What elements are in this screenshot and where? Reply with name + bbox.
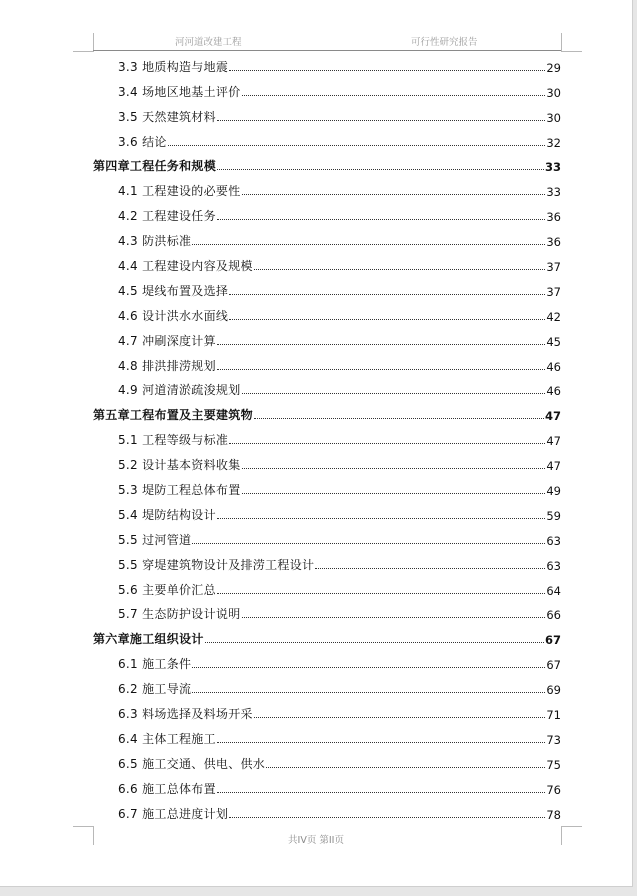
toc-entry-label: 6.3 料场选择及料场开采 [118, 707, 253, 722]
toc-entry-label: 6.2 施工导流 [118, 682, 192, 697]
toc-dot-leader [217, 742, 545, 743]
toc-dot-leader [192, 692, 545, 693]
toc-dot-leader [229, 294, 545, 295]
toc-dot-leader [242, 393, 546, 394]
toc-entry-label: 第五章工程布置及主要建筑物 [93, 408, 253, 423]
toc-section-entry[interactable] [93, 102, 561, 127]
toc-dot-leader [242, 617, 546, 618]
toc-dot-leader [192, 543, 545, 544]
toc-section-entry[interactable] [93, 550, 561, 575]
table-of-contents [93, 52, 561, 824]
toc-entry-label: 第六章施工组织设计 [93, 632, 204, 647]
toc-page-number: 59 [546, 508, 561, 523]
toc-section-entry[interactable] [93, 77, 561, 102]
toc-dot-leader [217, 792, 545, 793]
toc-dot-leader [217, 593, 545, 594]
page-header [93, 36, 561, 51]
toc-entry-label: 5.6 主要单价汇总 [118, 582, 216, 597]
toc-section-entry[interactable] [93, 376, 561, 401]
crop-mark-top-right [561, 33, 582, 52]
toc-section-entry[interactable] [93, 326, 561, 351]
toc-chapter-entry[interactable] [93, 152, 561, 177]
toc-section-entry[interactable] [93, 176, 561, 201]
toc-dot-leader [217, 219, 545, 220]
toc-dot-leader [229, 319, 545, 320]
toc-page-number: 66 [546, 608, 561, 623]
toc-section-entry[interactable] [93, 674, 561, 699]
toc-entry-label: 4.1 工程建设的必要性 [118, 184, 241, 199]
toc-section-entry[interactable] [93, 226, 561, 251]
toc-section-entry[interactable] [93, 301, 561, 326]
toc-entry-label: 4.6 设计洪水水面线 [118, 308, 229, 323]
toc-dot-leader [242, 493, 546, 494]
toc-chapter-entry[interactable] [93, 400, 561, 425]
toc-dot-leader [217, 120, 545, 121]
toc-section-entry[interactable] [93, 649, 561, 674]
toc-page-number: 47 [546, 459, 561, 474]
toc-section-entry[interactable] [93, 600, 561, 625]
toc-dot-leader [168, 145, 546, 146]
toc-section-entry[interactable] [93, 500, 561, 525]
toc-section-entry[interactable] [93, 475, 561, 500]
header-project-title: 河河道改建工程 [175, 37, 242, 48]
toc-entry-label: 4.8 排洪排涝规划 [118, 358, 216, 373]
crop-mark-top-left [73, 33, 94, 52]
toc-chapter-entry[interactable] [93, 624, 561, 649]
toc-dot-leader [242, 194, 546, 195]
toc-page-number: 46 [546, 384, 561, 399]
toc-entry-label: 5.3 堤防工程总体布置 [118, 483, 241, 498]
toc-section-entry[interactable] [93, 799, 561, 824]
toc-dot-leader [217, 344, 545, 345]
toc-section-entry[interactable] [93, 724, 561, 749]
toc-section-entry[interactable] [93, 127, 561, 152]
toc-entry-label: 4.5 堤线布置及选择 [118, 283, 229, 298]
toc-dot-leader [254, 418, 544, 419]
toc-entry-label: 6.7 施工总进度计划 [118, 806, 229, 821]
toc-dot-leader [205, 642, 544, 643]
toc-entry-label: 4.3 防洪标准 [118, 234, 192, 249]
toc-entry-label: 5.2 设计基本资料收集 [118, 458, 241, 473]
toc-section-entry[interactable] [93, 276, 561, 301]
toc-page-number: 69 [546, 683, 561, 698]
toc-section-entry[interactable] [93, 201, 561, 226]
toc-section-entry[interactable] [93, 251, 561, 276]
toc-dot-leader [229, 70, 545, 71]
toc-page-number: 67 [546, 658, 561, 673]
toc-page-number: 32 [546, 135, 561, 150]
header-report-title: 可行性研究报告 [411, 37, 478, 48]
toc-dot-leader [254, 717, 546, 718]
toc-page-number: 71 [546, 708, 561, 723]
toc-page-number: 45 [546, 334, 561, 349]
page-footer: 共IV页 第II页 [288, 835, 344, 846]
toc-page-number: 37 [546, 260, 561, 275]
toc-section-entry[interactable] [93, 450, 561, 475]
toc-page-number: 73 [546, 732, 561, 747]
toc-page-number: 47 [544, 409, 561, 424]
toc-entry-label: 5.5 穿堤建筑物设计及排涝工程设计 [118, 557, 315, 572]
toc-dot-leader [242, 95, 546, 96]
toc-entry-label: 5.7 生态防护设计说明 [118, 607, 241, 622]
toc-page-number: 75 [546, 757, 561, 772]
toc-dot-leader [217, 169, 544, 170]
toc-page-number: 30 [546, 85, 561, 100]
toc-page-number: 29 [546, 60, 561, 75]
toc-entry-label: 4.7 冲刷深度计算 [118, 333, 216, 348]
toc-page-number: 63 [546, 558, 561, 573]
toc-entry-label: 3.6 结论 [118, 134, 167, 149]
toc-entry-label: 4.4 工程建设内容及规模 [118, 259, 253, 274]
toc-page-number: 36 [546, 235, 561, 250]
toc-section-entry[interactable] [93, 749, 561, 774]
toc-entry-label: 6.5 施工交通、供电、供水 [118, 756, 266, 771]
toc-page-number: 42 [546, 309, 561, 324]
toc-dot-leader [315, 568, 545, 569]
toc-entry-label: 3.4 场地区地基土评价 [118, 84, 241, 99]
toc-entry-label: 4.9 河道清淤疏浚规划 [118, 383, 241, 398]
toc-entry-label: 5.4 堤防结构设计 [118, 507, 216, 522]
toc-section-entry[interactable] [93, 575, 561, 600]
toc-page-number: 78 [546, 807, 561, 822]
toc-page-number: 37 [546, 284, 561, 299]
toc-entry-label: 6.1 施工条件 [118, 657, 192, 672]
toc-dot-leader [217, 518, 545, 519]
toc-page-number: 67 [544, 633, 561, 648]
toc-entry-label: 5.5 过河管道 [118, 532, 192, 547]
toc-section-entry[interactable] [93, 351, 561, 376]
toc-page-number: 36 [546, 210, 561, 225]
toc-entry-label: 5.1 工程等级与标准 [118, 433, 229, 448]
toc-section-entry[interactable] [93, 52, 561, 77]
toc-dot-leader [229, 817, 545, 818]
toc-page-number: 46 [546, 359, 561, 374]
toc-section-entry[interactable] [93, 699, 561, 724]
toc-section-entry[interactable] [93, 774, 561, 799]
toc-dot-leader [229, 443, 545, 444]
toc-dot-leader [217, 369, 545, 370]
toc-page-number: 76 [546, 782, 561, 797]
toc-dot-leader [242, 468, 546, 469]
toc-page-number: 64 [546, 583, 561, 598]
toc-section-entry[interactable] [93, 425, 561, 450]
toc-entry-label: 6.6 施工总体布置 [118, 781, 216, 796]
toc-section-entry[interactable] [93, 525, 561, 550]
toc-page-number: 33 [546, 185, 561, 200]
toc-entry-label: 3.5 天然建筑材料 [118, 109, 216, 124]
toc-dot-leader [192, 667, 545, 668]
toc-entry-label: 4.2 工程建设任务 [118, 209, 216, 224]
toc-page-number: 47 [546, 434, 561, 449]
toc-page-number: 30 [546, 110, 561, 125]
toc-page-number: 33 [544, 160, 561, 175]
toc-dot-leader [192, 244, 545, 245]
toc-dot-leader [266, 767, 545, 768]
toc-entry-label: 6.4 主体工程施工 [118, 731, 216, 746]
toc-entry-label: 3.3 地质构造与地震 [118, 59, 229, 74]
toc-entry-label: 第四章工程任务和规模 [93, 159, 217, 174]
toc-dot-leader [254, 269, 546, 270]
toc-page-number: 49 [546, 484, 561, 499]
toc-page-number: 63 [546, 533, 561, 548]
